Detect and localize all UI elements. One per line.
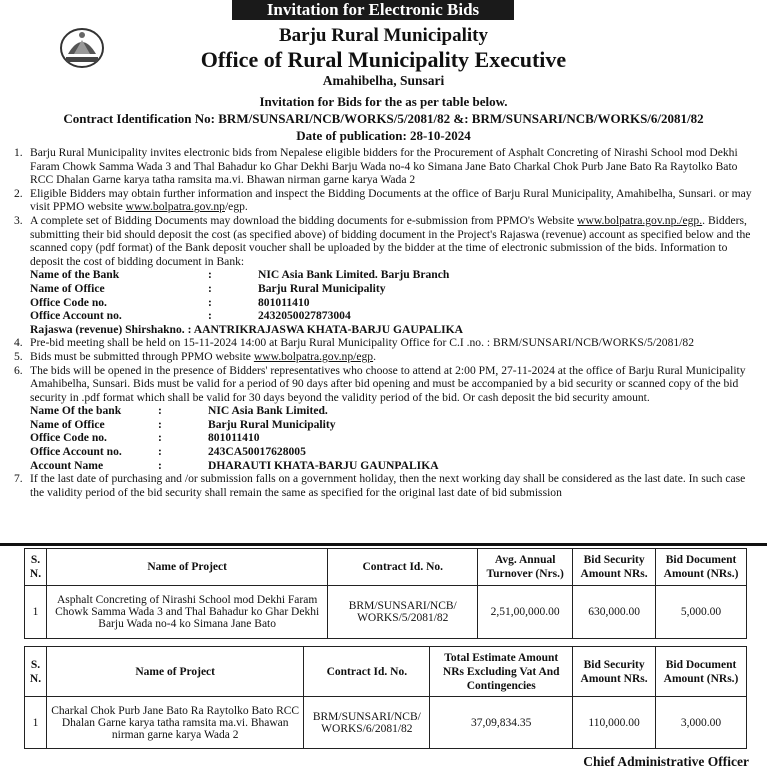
- table-cell: 3,000.00: [656, 697, 747, 749]
- table-header: Bid Document Amount (NRs.): [656, 647, 747, 697]
- bank-value: NIC Asia Bank Limited.: [208, 404, 328, 418]
- table-header: Bid Security Amount NRs.: [573, 647, 656, 697]
- bank-label: Name Of the bank: [30, 404, 122, 418]
- table-cell: 110,000.00: [573, 697, 656, 749]
- table-header: Bid Security Amount NRs.: [573, 549, 656, 586]
- list-item: [14, 214, 760, 268]
- table-header: S. N.: [25, 647, 47, 697]
- rajaswa-line: Rajaswa (revenue) Shirshakno. : AANTRIKRAJASWA KHATA-BARJU GAUPALIKA: [30, 322, 463, 336]
- contract-identification: Contract Identification No: BRM/SUNSARI/NCB/WORKS/5/2081/82 &: BRM/SUNSARI/NCB/WORKS/6/2081/82: [63, 111, 704, 126]
- colon: :: [208, 268, 212, 282]
- colon: :: [158, 445, 162, 459]
- table-row: [25, 586, 747, 639]
- table-cell: BRM/SUNSARI/NCB/ WORKS/6/2081/82: [304, 697, 430, 749]
- bank-value: 2432050027873004: [258, 309, 351, 323]
- list-item: [14, 364, 760, 405]
- address: Amahibelha, Sunsari: [322, 73, 445, 88]
- bank-label: Name of the Bank: [30, 268, 120, 282]
- bank-label: Office Account no.: [30, 445, 122, 459]
- bank-value: 801011410: [258, 295, 310, 309]
- item-text: [30, 350, 760, 364]
- list-item: [14, 472, 760, 499]
- divider: [0, 543, 767, 546]
- publication-date: Date of publication: 28-10-2024: [296, 128, 471, 143]
- table-cell: BRM/SUNSARI/NCB/ WORKS/5/2081/82: [328, 586, 478, 639]
- list-item: [14, 336, 760, 350]
- project-table-1: [24, 548, 747, 639]
- item-text: [30, 214, 760, 268]
- ppmo-link[interactable]: www.bolpatra.gov.np./egp.: [577, 213, 703, 227]
- item-text-part: A complete set of Bidding Documents may download the bidding documents for e-submission from PPMO's Website: [30, 213, 578, 227]
- colon: :: [158, 417, 162, 431]
- item-number: 3.: [14, 213, 23, 227]
- table-cell: Charkal Chok Purb Jane Bato Ra Raytolko Bato RCC Dhalan Garne karya tatha ramsita ma.vi. Bhawan nirman garne karya Wada 2: [46, 697, 303, 749]
- item-number: 4.: [14, 336, 23, 350]
- table-header: Name of Project: [46, 549, 327, 586]
- table-cell: 630,000.00: [573, 586, 656, 639]
- bank-label: Account Name: [30, 458, 104, 472]
- ppmo-link[interactable]: www.bolpatra.gov.np/egp: [253, 349, 374, 363]
- item-text-part: /egp.: [224, 200, 248, 214]
- table-header: S. N.: [25, 549, 47, 586]
- bank-value: 801011410: [208, 431, 260, 445]
- invitation-line: Invitation for Bids for the as per table below.: [259, 94, 508, 109]
- item-text-part: .: [373, 349, 376, 363]
- item-text: If the last date of purchasing and /or submission falls on a government holiday, then the next working day shall be considered as the last date. In such case the validity period of the bid security shall remain the same as specified for the original last date of bid submission: [30, 472, 746, 499]
- bank-value: NIC Asia Bank Limited. Barju Branch: [258, 268, 450, 282]
- colon: :: [208, 295, 212, 309]
- table-header: Bid Document Amount (NRs.): [656, 549, 747, 586]
- item-text: The bids will be opened in the presence of Bidders' representatives who choose to attend at 2:00 PM, 27-11-2024 at the office of Barju Rural Municipality Amahibelha, Sunsari. Bids must be valid for a period of 90 days after bid opening and must be accompanied by a bid security or scanned copy of the bid security in .pdf format which shall be valid for 30 days beyond the validity period of the bid. Or cash deposit the bid security amount.: [30, 363, 746, 404]
- colon: :: [158, 404, 162, 418]
- table-cell: 1: [25, 697, 47, 749]
- item-number: 6.: [14, 363, 23, 377]
- notice-body: [14, 146, 760, 499]
- project-table-2: [24, 646, 747, 749]
- municipality-name: Barju Rural Municipality: [278, 25, 488, 46]
- bank-details-2: [14, 404, 760, 472]
- bank-label: Office Code no.: [30, 295, 107, 309]
- bank-details-1: [14, 268, 760, 322]
- bank-label: Office Account no.: [30, 309, 122, 323]
- item-text-part: . Bidders, submitting their bid should deposit the cost (as specified above) of bidding document in the Project's Rajaswa (revenue) account as specified below and the scanned copy (pdf format) of the Bank deposit voucher shall be uploaded by the bidder at the time of electronic submission of the bids. Information to deposit the cost of bidding document in Bank:: [30, 213, 751, 268]
- table-header: Total Estimate Amount NRs Excluding Vat And Contingencies: [430, 647, 573, 697]
- ppmo-link[interactable]: www.bolpatra.gov.np: [125, 200, 225, 214]
- bank-label: Name of Office: [30, 281, 105, 295]
- list-item: [14, 187, 760, 214]
- table-row: [25, 697, 747, 749]
- item-number: 7.: [14, 472, 23, 486]
- table-cell: 2,51,00,000.00: [478, 586, 573, 639]
- list-item: [14, 146, 760, 187]
- list-item: [14, 350, 760, 364]
- table-cell: Asphalt Concreting of Nirashi School mod Dekhi Faram Chowk Samma Wada 3 and Thal Bahadur ko Ghar Dekhi Barju Wada no-4 ko Simana Jane Bato: [46, 586, 327, 639]
- item-text-part: Eligible Bidders may obtain further information and inspect the Bidding Documents at the office of Barju Rural Municipality, Amahibelha, Sunsari. or may visit PPMO website: [30, 186, 752, 214]
- item-text-part: Bids must be submitted through PPMO website: [30, 349, 254, 363]
- item-text: Pre-bid meeting shall be held on 15-11-2024 14:00 at Barju Rural Municipality Office for C.I .no. : BRM/SUNSARI/NCB/WORKS/5/2081/82: [30, 336, 695, 350]
- table-cell: 5,000.00: [656, 586, 747, 639]
- bank-value: 243CA50017628005: [208, 445, 306, 459]
- item-number: 2.: [14, 186, 23, 200]
- colon: :: [158, 458, 162, 472]
- table-header: Avg. Annual Turnover (Nrs.): [478, 549, 573, 586]
- table-header: Contract Id. No.: [304, 647, 430, 697]
- bank-label: Name of Office: [30, 417, 105, 431]
- table-header: Name of Project: [46, 647, 303, 697]
- item-text: [30, 187, 760, 214]
- item-number: 1.: [14, 146, 23, 159]
- colon: :: [208, 309, 212, 323]
- table-cell: 37,09,834.35: [430, 697, 573, 749]
- colon: :: [208, 281, 212, 295]
- office-name: Office of Rural Municipality Executive: [200, 47, 567, 72]
- bank-label: Office Code no.: [30, 431, 107, 445]
- document-banner: Invitation for Electronic Bids: [232, 0, 514, 20]
- colon: :: [158, 431, 162, 445]
- bank-value: DHARAUTI KHATA-BARJU GAUNPALIKA: [208, 458, 439, 472]
- bank-value: Barju Rural Municipality: [208, 417, 336, 431]
- table-header: Contract Id. No.: [328, 549, 478, 586]
- item-number: 5.: [14, 349, 23, 363]
- signatory: Chief Administrative Officer: [583, 754, 749, 769]
- table-cell: 1: [25, 586, 47, 639]
- item-text: Barju Rural Municipality invites electronic bids from Nepalese eligible bidders for the Procurement of Asphalt Concreting of Nirashi School mod Dekhi Faram Chowk Samma Wada 3 and Thal Bahadur ko Ghar Dekhi Barju Wada no-4 ko Simana Jane Bato Charkal Chok Purb Jane Bato Ra Raytolko Bato RCC Dhalan Garne karya tatha ramsita ma.vi. Bhawan nirman garne karya Wada 2: [30, 146, 738, 187]
- bank-value: Barju Rural Municipality: [258, 281, 386, 295]
